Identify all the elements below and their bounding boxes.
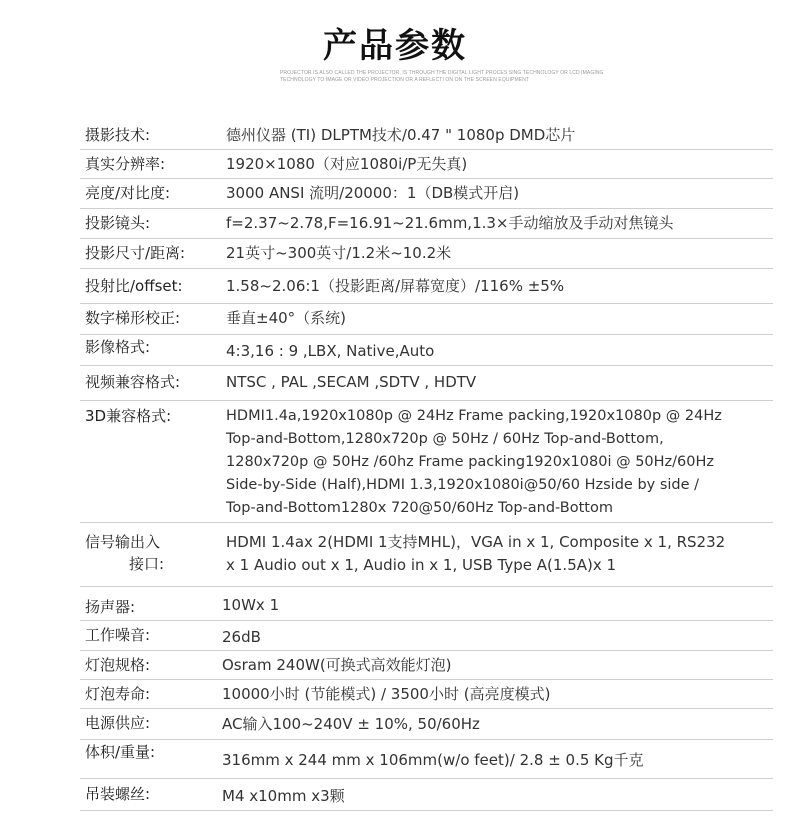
page-subtitle: PROJECTOR IS ALSO CALLED THE PROJECTOR, IS THROUGH THE DIGITAL LIGHT PROCES SING TECHNOLOGY OR LCD IMAGING TECHNOLOGY TO IMAGE OR VIDEO PROJECTION OR A REFLECTI ON ON THE SCREEN EQUIPMENT xyxy=(280,70,604,83)
spec-row-speaker xyxy=(80,587,773,621)
spec-row-throw-ratio xyxy=(80,269,773,304)
spec-label: 投影镜头: xyxy=(85,214,151,232)
spec-row-noise xyxy=(80,621,773,651)
spec-value: HDMI1.4a,1920x1080p @ 24Hz Frame packing,1920x1080p @ 24Hz Top-and-Bottom,1280x720p @ 50Hz / 60Hz Top-and-Bottom, 1280x720p @ 50Hz /60hz Frame packing1920x1080i @ 50Hz/60Hz Side-by-Side (Half),HDMI 1.3,1920x1080i@50/60 Hzside by side / Top-and-Bottom1280x 720@50/60Hz Top-and-Bottom xyxy=(226,408,722,516)
spec-value: 1920×1080（对应1080i/P无失真) xyxy=(226,155,468,173)
spec-value: AC输入100~240V ± 10%, 50/60Hz xyxy=(222,715,480,733)
spec-value: 316mm x 244 mm x 106mm(w/o feet)/ 2.8 ± 0.5 Kg千克 xyxy=(222,751,644,769)
spec-label xyxy=(85,531,220,575)
spec-value: NTSC , PAL ,SECAM ,SDTV , HDTV xyxy=(226,373,477,391)
spec-value: HDMI 1.4ax 2(HDMI 1支持MHL)，VGA in x 1, Composite x 1, RS232 x 1 Audio out x 1, Audio in x 1, USB Type A(1.5A)x 1 xyxy=(226,533,726,574)
spec-row-lamp-life xyxy=(80,680,773,709)
spec-value: 10Wx 1 xyxy=(222,596,280,614)
spec-label: 投射比/offset: xyxy=(85,277,183,295)
spec-row-mount-screw xyxy=(80,779,773,811)
spec-value: 21英寸~300英寸/1.2米~10.2米 xyxy=(226,244,452,262)
spec-row-brightness xyxy=(80,179,773,209)
spec-value: 26dB xyxy=(222,628,261,646)
spec-label: 真实分辨率: xyxy=(85,155,166,173)
spec-label: 扬声器: xyxy=(85,598,136,616)
spec-label: 亮度/对比度: xyxy=(85,184,171,202)
spec-label: 视频兼容格式: xyxy=(85,373,181,391)
spec-row-keystone xyxy=(80,304,773,335)
spec-row-projection-size xyxy=(80,239,773,269)
spec-label: 工作噪音: xyxy=(85,626,151,644)
spec-label: 灯泡规格: xyxy=(85,656,151,674)
spec-label: 影像格式: xyxy=(85,338,151,356)
spec-value: M4 x10mm x3颗 xyxy=(222,787,345,805)
spec-value: 4:3,16 : 9 ,LBX, Native,Auto xyxy=(226,342,435,360)
spec-label: 摄影技术: xyxy=(85,126,151,144)
spec-row-imaging-tech xyxy=(80,121,773,150)
spec-label: 吊装螺丝: xyxy=(85,785,151,803)
spec-row-3d-format xyxy=(80,401,773,523)
spec-label: 投影尺寸/距离: xyxy=(85,244,186,262)
spec-row-interfaces xyxy=(80,523,773,587)
spec-row-dimensions xyxy=(80,740,773,779)
spec-row-lamp-spec xyxy=(80,651,773,680)
spec-value: f=2.37~2.78,F=16.91~21.6mm,1.3×手动缩放及手动对焦镜头 xyxy=(226,214,674,232)
page-title: 产品参数 xyxy=(323,26,467,66)
spec-row-lens xyxy=(80,209,773,239)
spec-label-line1: 信号输出入 xyxy=(85,533,161,551)
spec-table xyxy=(80,121,773,811)
spec-value: 3000 ANSI 流明/20000：1（DB模式开启) xyxy=(226,184,520,202)
spec-label: 灯泡寿命: xyxy=(85,685,151,703)
spec-row-video-format xyxy=(80,366,773,401)
spec-label-line2: 接口: xyxy=(129,555,165,573)
spec-label: 3D兼容格式: xyxy=(85,407,172,425)
spec-label: 电源供应: xyxy=(85,714,151,732)
spec-value: 1.58~2.06:1（投影距离/屏幕宽度）/116% ±5% xyxy=(226,277,565,295)
spec-row-image-format xyxy=(80,335,773,366)
spec-value: 垂直±40°（系统) xyxy=(226,309,347,327)
spec-label: 数字梯形校正: xyxy=(85,309,181,327)
spec-row-resolution xyxy=(80,150,773,179)
spec-value: 10000小时 (节能模式) / 3500小时 (高亮度模式) xyxy=(222,685,551,703)
spec-row-power xyxy=(80,709,773,740)
spec-label: 体积/重量: xyxy=(85,743,156,761)
spec-value: 德州仪器 (TI) DLPTM技术/0.47 " 1080p DMD芯片 xyxy=(226,126,576,144)
spec-value: Osram 240W(可换式高效能灯泡) xyxy=(222,656,452,674)
